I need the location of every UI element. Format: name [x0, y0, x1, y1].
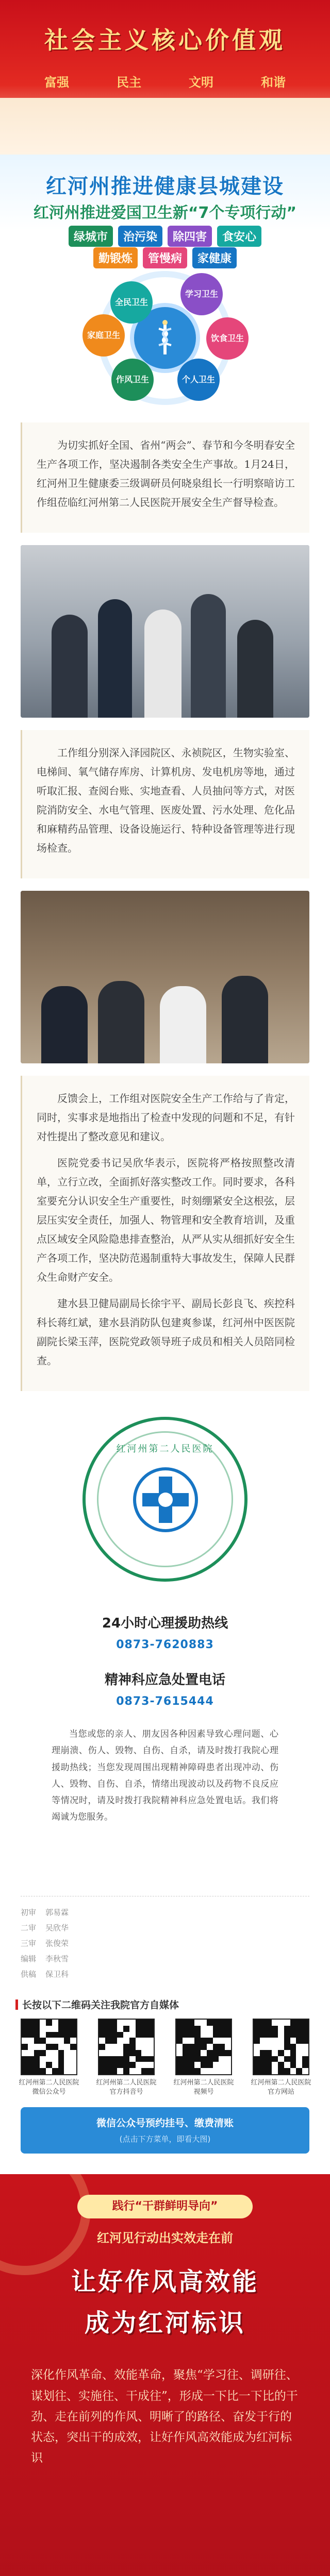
- editor-credits: [21, 1896, 309, 1992]
- qr-module: [194, 2044, 201, 2050]
- qr-module: [34, 2038, 40, 2044]
- qr-module: [34, 2032, 40, 2038]
- fan-decoration: [0, 2174, 91, 2275]
- person-silhouette: [222, 976, 268, 1063]
- qr-module: [105, 2032, 111, 2038]
- qr-module: [254, 2062, 260, 2068]
- qr-module: [213, 2056, 219, 2062]
- qr-module: [176, 2062, 183, 2068]
- core-value: 富强: [44, 75, 69, 90]
- qr-module: [141, 2056, 147, 2062]
- qr-module: [111, 2056, 118, 2062]
- core-value: 民主: [117, 75, 141, 90]
- qr-card[interactable]: [96, 2019, 157, 2097]
- qr-module: [136, 2032, 142, 2038]
- health-banner-subtitle: 红河州推进爱国卫生新“7个专项行动”: [33, 204, 297, 222]
- qr-module: [290, 2032, 296, 2038]
- qr-module: [176, 2026, 183, 2032]
- qr-module: [284, 2026, 290, 2032]
- qr-module: [290, 2026, 296, 2032]
- qr-module: [213, 2026, 219, 2032]
- person-silhouette: [52, 615, 88, 718]
- qr-module: [58, 2020, 64, 2026]
- action-tag: 食安心: [217, 226, 261, 247]
- article-paragraph: 建水县卫健局副局长徐宇平、副局长彭良飞、疾控科科长蒋红斌，建水县消防队包建爽参谋，红河州中医医院副院长梁玉萍，医院党政领导班子成员和相关人员陪同检查。: [37, 1297, 295, 1367]
- qr-module: [189, 2056, 195, 2062]
- qr-module: [46, 2020, 52, 2026]
- qr-module: [117, 2056, 123, 2062]
- action-tag: 管慢病: [143, 247, 187, 268]
- qr-code-row: [10, 2019, 320, 2097]
- core-value: 和谐: [261, 75, 286, 90]
- qr-module: [260, 2026, 266, 2032]
- qr-card[interactable]: [251, 2019, 311, 2097]
- qr-module: [22, 2032, 28, 2038]
- credit-role: 初审: [21, 1908, 37, 1917]
- credit-row: [21, 1967, 309, 1982]
- share-section: [0, 1997, 330, 2154]
- qr-module: [272, 2032, 278, 2038]
- person-silhouette: [160, 986, 206, 1063]
- share-title: [15, 1997, 315, 2011]
- qr-module: [40, 2038, 46, 2044]
- qr-module: [219, 2020, 225, 2026]
- qr-module: [34, 2020, 40, 2026]
- qr-module: [58, 2062, 64, 2068]
- wheel-item: 作风卫生: [111, 359, 154, 401]
- wheel-item: 个人卫生: [177, 359, 220, 401]
- credit-person: 保卫科: [45, 1970, 69, 1979]
- qr-module: [296, 2032, 302, 2038]
- qr-module: [22, 2068, 28, 2074]
- qr-module: [141, 2020, 147, 2026]
- qr-module: [302, 2038, 308, 2044]
- qr-module: [123, 2068, 129, 2074]
- person-silhouette: [237, 620, 273, 718]
- qr-module: [99, 2026, 105, 2032]
- qr-module: [201, 2062, 207, 2068]
- qr-module: [40, 2050, 46, 2056]
- credit-person: 李秋雪: [45, 1954, 69, 1963]
- qr-module: [183, 2068, 189, 2074]
- qr-module: [260, 2020, 266, 2026]
- qr-module: [64, 2038, 70, 2044]
- person-silhouette: [41, 986, 88, 1063]
- qr-module: [136, 2056, 142, 2062]
- qr-module: [225, 2020, 231, 2026]
- qr-module: [296, 2020, 302, 2026]
- core-values-banner: [0, 0, 330, 155]
- work-style-poster: [0, 2174, 330, 2576]
- qr-module: [225, 2050, 231, 2056]
- wechat-service-bar[interactable]: [21, 2107, 309, 2154]
- qr-module: [34, 2062, 40, 2068]
- qr-module: [254, 2020, 260, 2026]
- qr-module: [194, 2056, 201, 2062]
- qr-module: [296, 2038, 302, 2044]
- qr-module: [22, 2044, 28, 2050]
- qr-module: [105, 2020, 111, 2026]
- wechat-service-hint: (点击下方菜单，即看大图): [119, 2134, 211, 2144]
- qr-module: [111, 2026, 118, 2032]
- qr-module: [34, 2026, 40, 2032]
- qr-module: [52, 2032, 58, 2038]
- qr-module: [189, 2062, 195, 2068]
- poster-tag: 践行“干群鲜明导向”: [77, 2195, 253, 2218]
- qr-module: [147, 2020, 154, 2026]
- wechat-service-title: 微信公众号预约挂号、缴费清账: [96, 2117, 234, 2129]
- credit-row: [21, 1951, 309, 1967]
- qr-module: [290, 2062, 296, 2068]
- qr-module: [201, 2038, 207, 2044]
- qr-module: [183, 2062, 189, 2068]
- action-tag: 绿城市: [69, 226, 113, 247]
- core-values-title: 社会主义核心价值观: [44, 26, 286, 54]
- qr-module: [194, 2068, 201, 2074]
- qr-module: [189, 2026, 195, 2032]
- qr-module: [189, 2050, 195, 2056]
- cloud-decoration: [0, 98, 330, 155]
- qr-module: [272, 2056, 278, 2062]
- qr-module: [141, 2026, 147, 2032]
- hotline-section: [21, 1417, 309, 1886]
- credit-person: 张俊荣: [45, 1939, 69, 1948]
- news-article: [0, 407, 330, 1401]
- qr-module: [284, 2056, 290, 2062]
- qr-module: [70, 2026, 76, 2032]
- qr-module: [22, 2056, 28, 2062]
- title-accent-bar: [15, 1999, 18, 2010]
- qr-module: [201, 2056, 207, 2062]
- qr-module: [225, 2032, 231, 2038]
- qr-module: [111, 2068, 118, 2074]
- qr-module: [111, 2020, 118, 2026]
- qr-module: [284, 2038, 290, 2044]
- qr-module: [34, 2068, 40, 2074]
- qr-module: [278, 2050, 284, 2056]
- action-tag: 除四害: [168, 226, 212, 247]
- qr-module: [117, 2032, 123, 2038]
- poster-subtitle: 红河见行动出实效走在前: [97, 2231, 233, 2246]
- qr-module: [147, 2056, 154, 2062]
- qr-module: [207, 2056, 213, 2062]
- qr-module: [28, 2056, 34, 2062]
- poster-headline: 成为红河标识: [84, 2309, 245, 2338]
- qr-module: [189, 2068, 195, 2074]
- qr-module: [302, 2026, 308, 2032]
- qr-module: [260, 2056, 266, 2062]
- qr-code-icon[interactable]: [21, 2019, 77, 2075]
- qr-module: [99, 2056, 105, 2062]
- wheel-item: 家庭卫生: [82, 314, 125, 357]
- qr-module: [123, 2056, 129, 2062]
- qr-module: [290, 2050, 296, 2056]
- qr-module: [147, 2026, 154, 2032]
- person-silhouette: [144, 609, 182, 718]
- poster-body: 深化作风革命、效能革命，聚焦“学习往、调研往、谋划往、实施往、干成往”，形成一下比一下比的干劲、走在前列的作风、明晰了的路径、奋发于行的状态，突出干的成效，让好作风高效能成为红河标识: [31, 2368, 298, 2465]
- credit-role: 二审: [21, 1923, 37, 1933]
- qr-module: [225, 2026, 231, 2032]
- inspection-photo: [21, 545, 309, 718]
- qr-module: [64, 2026, 70, 2032]
- qr-module: [147, 2068, 154, 2074]
- qr-module: [28, 2062, 34, 2068]
- wheel-item: 全民卫生: [110, 281, 153, 324]
- qr-module: [284, 2044, 290, 2050]
- qr-module: [141, 2068, 147, 2074]
- qr-module: [302, 2020, 308, 2026]
- qr-module: [147, 2032, 154, 2038]
- credit-row: [21, 1936, 309, 1951]
- qr-module: [64, 2032, 70, 2038]
- credit-role: 供稿: [21, 1970, 37, 1979]
- qr-module: [136, 2026, 142, 2032]
- core-value: 文明: [189, 75, 213, 90]
- qr-module: [176, 2038, 183, 2044]
- qr-module: [266, 2026, 272, 2032]
- psych-hotline-title: 24小时心理援助热线: [102, 1616, 228, 1631]
- qr-card[interactable]: [173, 2019, 234, 2097]
- qr-module: [34, 2050, 40, 2056]
- health-banner-title: 红河州推进健康县城建设: [46, 175, 284, 198]
- qr-module: [213, 2050, 219, 2056]
- qr-module: [266, 2056, 272, 2062]
- qr-module: [99, 2068, 105, 2074]
- qr-module: [183, 2050, 189, 2056]
- qr-module: [266, 2068, 272, 2074]
- qr-module: [40, 2068, 46, 2074]
- emergency-line-number[interactable]: 0873-7615444: [116, 1695, 214, 1708]
- caduceus-icon: [144, 317, 186, 359]
- qr-module: [302, 2032, 308, 2038]
- credit-person: 吴欣华: [45, 1923, 69, 1933]
- qr-module: [183, 2032, 189, 2038]
- qr-code-icon[interactable]: [98, 2019, 155, 2075]
- qr-module: [284, 2068, 290, 2074]
- qr-module: [290, 2020, 296, 2026]
- health-city-banner: [0, 155, 330, 407]
- person-silhouette: [98, 981, 144, 1063]
- qr-module: [219, 2032, 225, 2038]
- qr-module: [189, 2032, 195, 2038]
- qr-module: [296, 2026, 302, 2032]
- qr-module: [46, 2044, 52, 2050]
- article-intro: [21, 422, 309, 533]
- article-paragraph: 为切实抓好全国、省州“两会”、春节和今冬明春安全生产各项工作，坚决遏制各类安全生产事故。1月24日，红河州卫生健康委三级调研员何晓泉组长一行明察暗访工作组莅临红河州第二人民医院开展安全生产督导检查。: [37, 439, 295, 509]
- credit-row: [21, 1905, 309, 1920]
- qr-module: [117, 2062, 123, 2068]
- qr-module: [284, 2032, 290, 2038]
- qr-module: [194, 2038, 201, 2044]
- qr-module: [213, 2044, 219, 2050]
- qr-module: [52, 2068, 58, 2074]
- qr-module: [272, 2026, 278, 2032]
- qr-caption: 红河州第二人民医院 官方网站: [251, 2079, 311, 2096]
- article-body: [21, 730, 309, 878]
- qr-module: [296, 2068, 302, 2074]
- qr-module: [183, 2044, 189, 2050]
- qr-module: [176, 2032, 183, 2038]
- qr-module: [266, 2050, 272, 2056]
- qr-module: [254, 2038, 260, 2044]
- qr-module: [136, 2050, 142, 2056]
- qr-module: [22, 2020, 28, 2026]
- qr-module: [254, 2032, 260, 2038]
- qr-module: [278, 2068, 284, 2074]
- qr-module: [207, 2062, 213, 2068]
- qr-module: [22, 2062, 28, 2068]
- qr-module: [141, 2032, 147, 2038]
- action-tags-row: [0, 247, 330, 268]
- qr-module: [58, 2032, 64, 2038]
- qr-module: [105, 2056, 111, 2062]
- qr-module: [183, 2020, 189, 2026]
- qr-caption: 红河州第二人民医院 官方抖音号: [96, 2079, 157, 2096]
- article-body: [21, 1076, 309, 1391]
- person-silhouette: [98, 599, 132, 718]
- qr-module: [278, 2062, 284, 2068]
- qr-module: [99, 2032, 105, 2038]
- psych-hotline-number[interactable]: 0873-7620883: [116, 1638, 214, 1651]
- qr-module: [28, 2032, 34, 2038]
- qr-caption: 红河州第二人民医院 微信公众号: [19, 2079, 79, 2096]
- article-paragraph: 工作组分别深入泽园院区、永祯院区，生物实验室、电梯间、氧气储存库房、计算机房、发电机房等地，通过听取汇报、查阅台账、实地查看、人员抽问等方式，对医院消防安全、水电气管理、医废处置、污水处理、危化品和麻精药品管理、设备设施运行、特种设备管理等进行现场检查。: [37, 747, 295, 854]
- qr-module: [129, 2050, 136, 2056]
- qr-module: [70, 2032, 76, 2038]
- qr-module: [46, 2062, 52, 2068]
- poster-headline: 让好作风高效能: [71, 2267, 259, 2297]
- emergency-line-title: 精神科应急处置电话: [104, 1672, 225, 1688]
- qr-module: [123, 2026, 129, 2032]
- qr-module: [28, 2068, 34, 2074]
- qr-module: [194, 2026, 201, 2032]
- qr-module: [105, 2038, 111, 2044]
- qr-code-icon[interactable]: [175, 2019, 232, 2075]
- qr-module: [58, 2068, 64, 2074]
- qr-module: [254, 2026, 260, 2032]
- qr-module: [219, 2026, 225, 2032]
- qr-module: [28, 2026, 34, 2032]
- qr-module: [219, 2050, 225, 2056]
- qr-module: [129, 2038, 136, 2044]
- wheel-item: 饮食卫生: [206, 317, 249, 360]
- qr-module: [70, 2044, 76, 2050]
- qr-module: [207, 2050, 213, 2056]
- qr-module: [183, 2026, 189, 2032]
- qr-module: [207, 2020, 213, 2026]
- qr-module: [99, 2044, 105, 2050]
- qr-module: [290, 2044, 296, 2050]
- qr-module: [123, 2044, 129, 2050]
- qr-module: [123, 2062, 129, 2068]
- credit-role: 三审: [21, 1939, 37, 1948]
- qr-module: [189, 2020, 195, 2026]
- qr-module: [105, 2026, 111, 2032]
- qr-caption: 红河州第二人民医院 视频号: [173, 2079, 234, 2096]
- qr-module: [129, 2044, 136, 2050]
- qr-module: [99, 2062, 105, 2068]
- qr-module: [266, 2032, 272, 2038]
- qr-module: [58, 2050, 64, 2056]
- credit-row: [21, 1920, 309, 1936]
- qr-module: [111, 2062, 118, 2068]
- qr-module: [201, 2044, 207, 2050]
- qr-code-icon[interactable]: [253, 2019, 309, 2075]
- qr-module: [176, 2068, 183, 2074]
- qr-module: [189, 2044, 195, 2050]
- qr-module: [219, 2044, 225, 2050]
- action-tag: 治污染: [118, 226, 162, 247]
- article-paragraph: 医院党委书记吴欣华表示，医院将严格按照整改清单，立行立改，全面抓好落实整改工作。同时要求，各科室要充分认识安全生产重要性，时刻绷紧安全这根弦，层层压实安全责任，加强人、物管理和安全教育培训，及重点区域安全风险隐患排查整治，从严从实从细抓好安全生产各项工作，坚决防范遏制重特大事故发生，保障人民群众生命财产安全。: [37, 1157, 295, 1283]
- qr-module: [194, 2050, 201, 2056]
- qr-module: [260, 2050, 266, 2056]
- qr-module: [260, 2032, 266, 2038]
- person-silhouette: [191, 594, 226, 718]
- action-tag: 勤锻炼: [93, 247, 138, 268]
- qr-module: [99, 2020, 105, 2026]
- qr-module: [176, 2020, 183, 2026]
- qr-module: [194, 2032, 201, 2038]
- qr-module: [290, 2056, 296, 2062]
- qr-module: [28, 2020, 34, 2026]
- qr-module: [129, 2062, 136, 2068]
- qr-module: [58, 2056, 64, 2062]
- wheel-item: 学习卫生: [180, 273, 223, 315]
- qr-module: [136, 2020, 142, 2026]
- qr-module: [70, 2020, 76, 2026]
- hospital-seal: [82, 1417, 248, 1582]
- qr-module: [302, 2056, 308, 2062]
- qr-module: [22, 2026, 28, 2032]
- qr-module: [34, 2056, 40, 2062]
- credit-role: 编辑: [21, 1954, 37, 1963]
- qr-module: [52, 2044, 58, 2050]
- action-tag: 家健康: [192, 247, 237, 268]
- qr-module: [176, 2056, 183, 2062]
- qr-module: [213, 2032, 219, 2038]
- action-tags-row: [0, 226, 330, 247]
- qr-module: [111, 2038, 118, 2044]
- share-title-text: 长按以下二维码关注我院官方自媒体: [22, 1999, 179, 2011]
- qr-module: [105, 2062, 111, 2068]
- qr-module: [111, 2032, 118, 2038]
- qr-module: [260, 2062, 266, 2068]
- seal-text: 红河州第二人民医院: [116, 1444, 214, 1454]
- article-paragraph: 反馈会上，工作组对医院安全生产工作给与了肯定，同时，实事求是地指出了检查中发现的问题和不足，有针对性提出了整改意见和建议。: [37, 1092, 295, 1143]
- qr-module: [64, 2020, 70, 2026]
- qr-module: [254, 2056, 260, 2062]
- hospital-emblem-icon: [127, 1461, 204, 1538]
- qr-module: [260, 2068, 266, 2074]
- qr-module: [254, 2068, 260, 2074]
- hotline-description: 当您或您的亲人、朋友因各种因素导致心理问题、心理崩溃、伤人、毁物、自伤、自杀，请及时拨打我院心理援助热线；当您发现周围出现精神障碍患者出现冲动、伤人、毁物、自伤、自杀，情绪出现波动以及药物不良反应等情况时，请及时拨打我院精神科应急处置电话。我们将竭诚为您服务。: [52, 1729, 278, 1823]
- qr-card[interactable]: [19, 2019, 79, 2097]
- qr-module: [302, 2062, 308, 2068]
- qr-module: [105, 2068, 111, 2074]
- inspection-photo: [21, 891, 309, 1063]
- qr-module: [183, 2056, 189, 2062]
- qr-module: [207, 2038, 213, 2044]
- qr-module: [46, 2032, 52, 2038]
- qr-module: [266, 2062, 272, 2068]
- qr-module: [58, 2026, 64, 2032]
- qr-module: [266, 2020, 272, 2026]
- qr-module: [123, 2050, 129, 2056]
- credit-person: 郭易霖: [45, 1908, 69, 1917]
- qr-module: [213, 2020, 219, 2026]
